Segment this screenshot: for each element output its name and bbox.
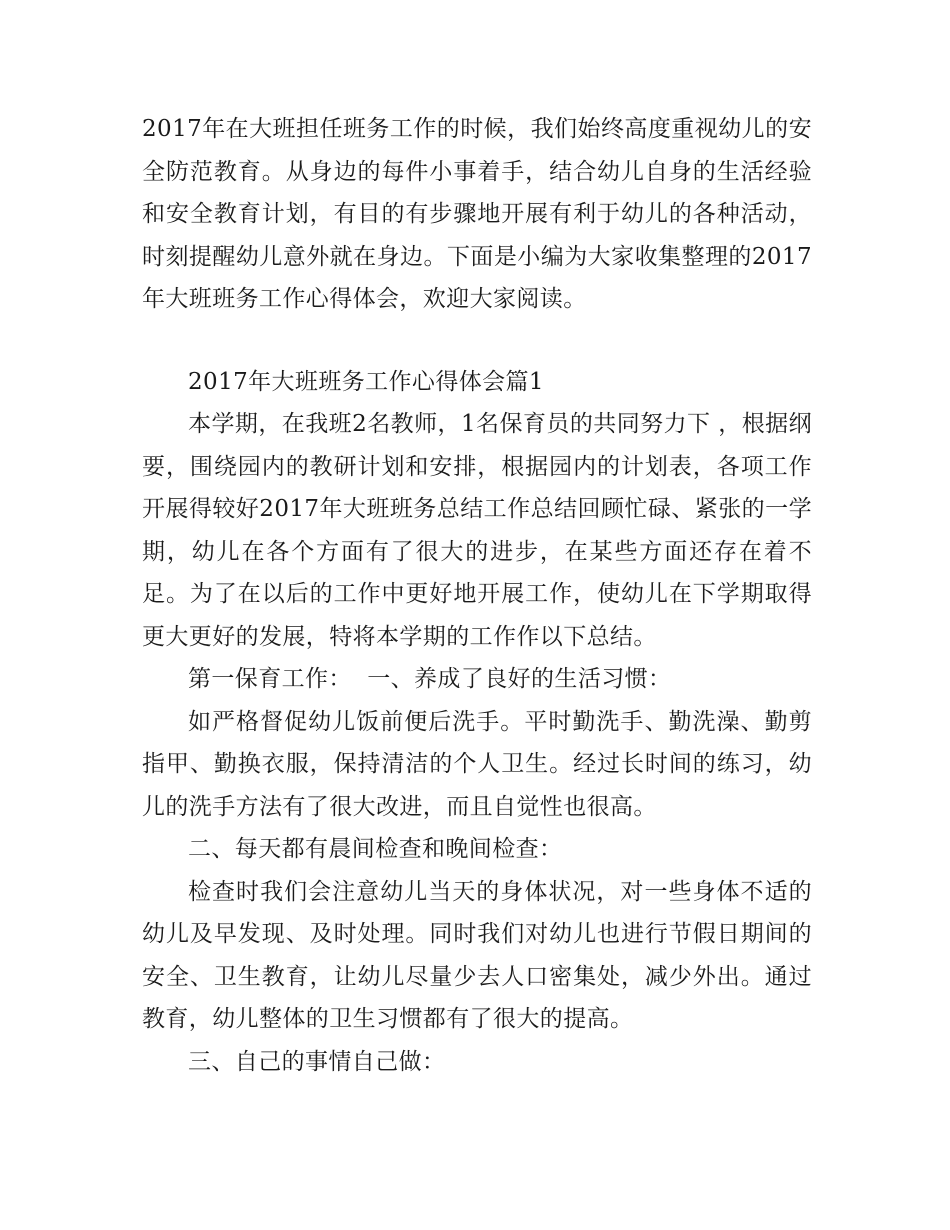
document-body	[142, 108, 812, 1083]
heading-self-reliance: 三、自己的事情自己做：	[188, 1048, 446, 1075]
paragraph-health-checks: 检查时我们会注意幼儿当天的身体状况，对一些身体不适的幼儿及早发现、及时处理。同时我们对幼儿也进行节假日期间的安全、卫生教育，让幼儿尽量少去人口密集处，减少外出。通过教育，幼儿整体的卫生习惯都有了很大的提高。	[142, 878, 812, 1032]
paragraph-summary: 本学期，在我班2名教师，1名保育员的共同努力下 ，根据纲要，围绕园内的教研计划和安排，根据园内的计划表，各项工作开展得较好2017年大班班务总结工作总结回顾忙碌、紧张的一学期，幼儿在各个方面有了很大的进步，在某些方面还存在着不足。为了在以后的工作中更好地开展工作，使幼儿在下学期取得更大更好的发展，特将本学期的工作作以下总结。	[142, 411, 812, 650]
section-title: 2017年大班班务工作心得体会篇1	[188, 368, 544, 395]
heading-care-work: 第一保育工作： 一、养成了良好的生活习惯：	[188, 666, 672, 692]
intro-paragraph: 2017年在大班担任班务工作的时候，我们始终高度重视幼儿的安全防范教育。从身边的每件小事着手，结合幼儿自身的生活经验和安全教育计划，有目的有步骤地开展有利于幼儿的各种活动，时刻提醒幼儿意外就在身边。下面是小编为大家收集整理的2017年大班班务工作心得体会，欢迎大家阅读。	[142, 116, 812, 312]
heading-daily-checks: 二、每天都有晨间检查和晚间检查：	[188, 836, 563, 862]
paragraph-handwashing: 如严格督促幼儿饭前便后洗手。平时勤洗手、勤洗澡、勤剪指甲、勤换衣服，保持清洁的个人卫生。经过长时间的练习，幼儿的洗手方法有了很大改进，而且自觉性也很高。	[142, 708, 812, 820]
